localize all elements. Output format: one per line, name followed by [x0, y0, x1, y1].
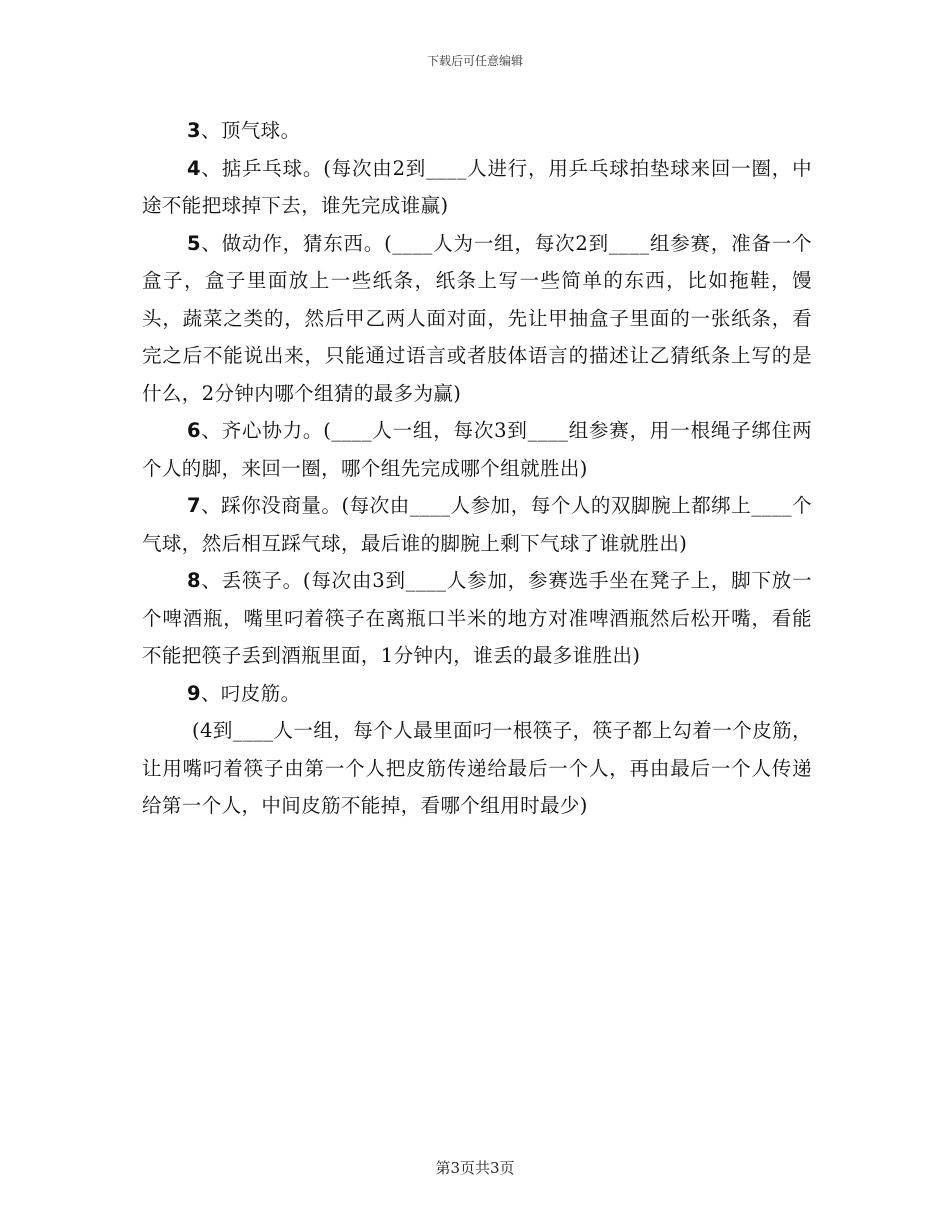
page-footer: 第3页共3页: [435, 1159, 515, 1177]
document-body: [142, 112, 812, 825]
item-text: 、齐心协力。(____人一组，每次3到____组参赛，用一根绳子绑住两个人的脚，来回一圈，哪个组先完成哪个组就胜出): [142, 419, 812, 480]
item-number: 8: [187, 569, 201, 592]
item-9-detail: (4到____人一组，每个人最里面叼一根筷子，筷子都上勾着一个皮筋，让用嘴叼着筷子由第一个人把皮筋传递给最后一个人，再由最后一个人传递给第一个人，中间皮筋不能掉，看哪个组用时最少): [142, 719, 812, 817]
item-number: 5: [187, 231, 201, 255]
list-item: [142, 225, 812, 413]
item-number: 7: [187, 494, 201, 517]
list-item: [142, 487, 812, 562]
list-item: [142, 150, 812, 225]
item-text: 、做动作，猜东西。(____人为一组，每次2到____组参赛，准备一个盒子，盒子里面放上一些纸条，纸条上写一些简单的东西，比如拖鞋，馒头，蔬菜之类的，然后甲乙两人面对面，先让甲抽盒子里面的一张纸条，看完之后不能说出来，只能通过语言或者肢体语言的描述让乙猜纸条上写的是什么，2分钟内哪个组猜的最多为赢): [142, 231, 812, 405]
list-item: [142, 412, 812, 487]
list-item: [142, 562, 812, 675]
item-text: 、丢筷子。(每次由3到____人参加，参赛选手坐在凳子上，脚下放一个啤酒瓶，嘴里叼着筷子在离瓶口半米的地方对准啤酒瓶然后松开嘴，看能不能把筷子丢到酒瓶里面，1分钟内，谁丢的最多谁胜出): [142, 569, 812, 667]
list-item: [142, 112, 812, 150]
item-number: 3: [187, 119, 201, 142]
item-number: 6: [187, 419, 201, 442]
list-item: [142, 675, 812, 713]
item-text: 、踩你没商量。(每次由____人参加，每个人的双脚腕上都绑上____个气球，然后相互踩气球，最后谁的脚腕上剩下气球了谁就胜出): [142, 494, 812, 555]
item-text: 、顶气球。: [200, 119, 301, 142]
item-text: 、掂乒乓球。(每次由2到____人进行，用乒乓球拍垫球来回一圈，中途不能把球掉下去，谁先完成谁赢): [142, 156, 812, 217]
item-number: 4: [187, 156, 201, 180]
item-number: 9: [187, 681, 201, 705]
item-text: 、叼皮筋。: [200, 681, 301, 705]
page-header: 下载后可任意编辑: [426, 54, 523, 68]
